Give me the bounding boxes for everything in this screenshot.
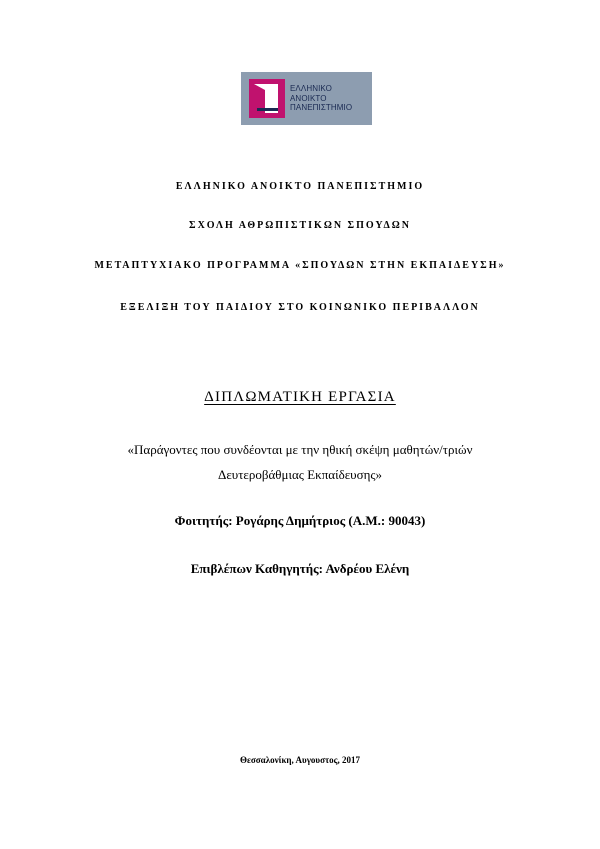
program-name: ΜΕΤΑΠΤΥΧΙΑΚΟ ΠΡΟΓΡΑΜΜΑ «ΣΠΟΥΔΩΝ ΣΤΗΝ ΕΚΠΑΙΔΕΥΣΗ» xyxy=(94,260,506,271)
supervisor-info: Επιβλέπων Καθηγητής: Ανδρέου Ελένη xyxy=(190,561,410,576)
logo-line-1: ΕΛΛΗΝΙΚΟ xyxy=(290,84,332,93)
university-name: ΕΛΛΗΝΙΚΟ ΑΝΟΙΚΤΟ ΠΑΝΕΠΙΣΤΗΜΙΟ xyxy=(175,181,425,192)
thesis-title-line-1: «Παράγοντες που συνδέονται με την ηθική σκέψη μαθητών/τριών xyxy=(127,442,473,457)
thesis-title-line-2: Δευτεροβάθμιας Εκπαίδευσης» xyxy=(217,467,383,482)
logo-line-2: ΑΝΟΙΚΤΟ xyxy=(290,93,327,103)
school-name: ΣΧΟΛΗ ΑΘΡΩΠΙΣΤΙΚΩΝ ΣΠΟΥΔΩΝ xyxy=(189,220,411,231)
place-date: Θεσσαλονίκη, Αυγουστος, 2017 xyxy=(240,755,360,765)
university-logo-mark-icon xyxy=(249,79,285,118)
university-logo-text xyxy=(290,84,370,113)
university-logo xyxy=(241,72,372,125)
module-name: ΕΞΕΛΙΞΗ ΤΟΥ ΠΑΙΔΙΟΥ ΣΤΟ ΚΟΙΝΩΝΙΚΟ ΠΕΡΙΒΑΛΛΟΝ xyxy=(120,302,480,313)
logo-line-3: ΠΑΝΕΠΙΣΤΗΜΙΟ xyxy=(290,103,353,112)
student-info: Φοιτητής: Ρογάρης Δημήτριος (Α.Μ.: 90043) xyxy=(174,513,426,528)
thesis-type: ΔΙΠΛΩΜΑΤΙΚΗ ΕΡΓΑΣΙΑ xyxy=(204,389,396,405)
